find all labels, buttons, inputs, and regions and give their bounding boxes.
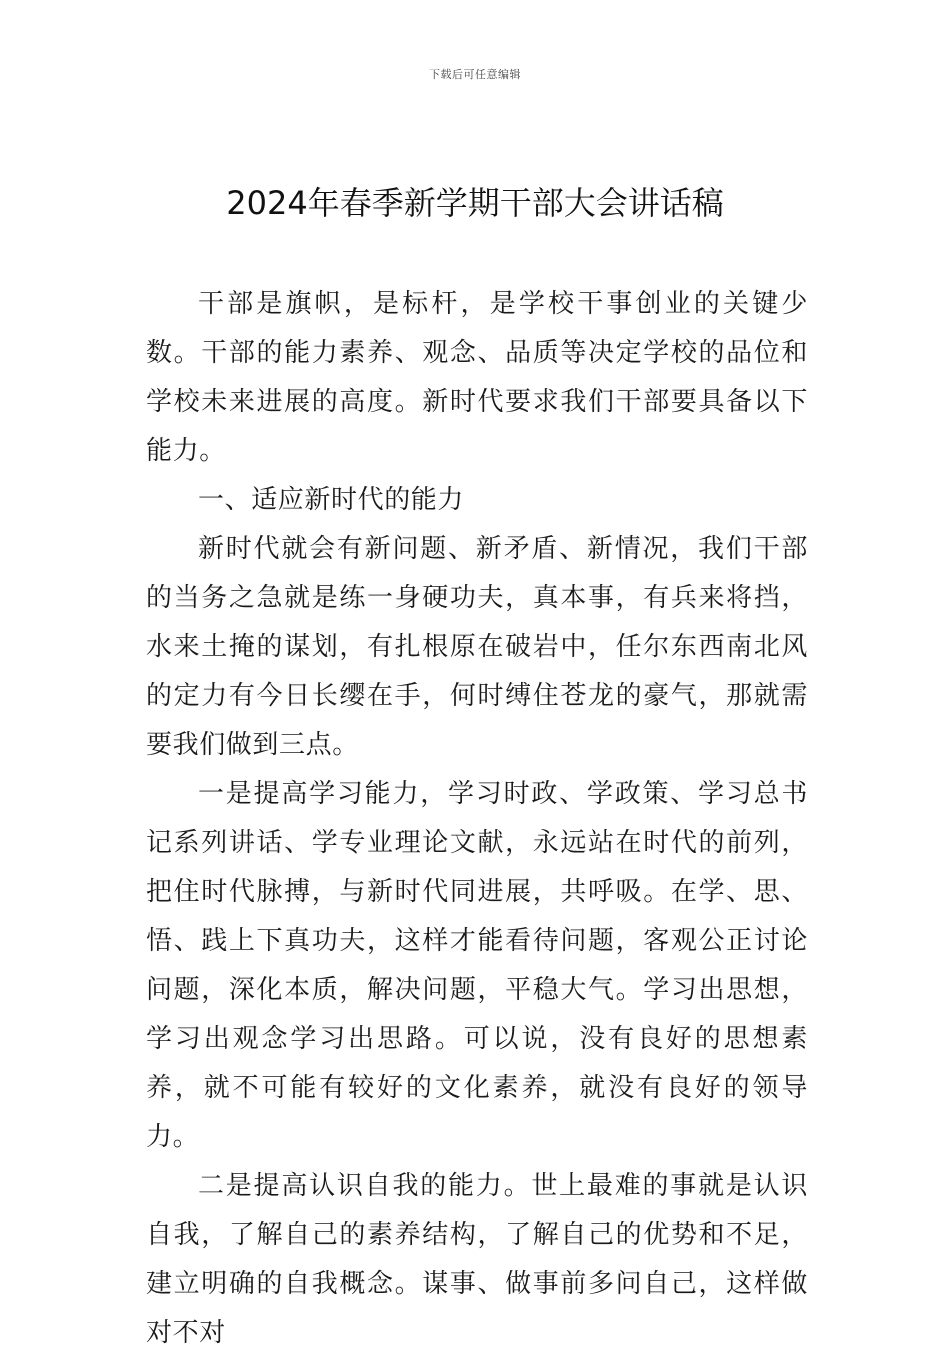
document-body [146,280,808,1358]
section-heading-1: 一、适应新时代的能力 [198,485,465,515]
paragraph-point-two: 二是提高认识自我的能力。世上最难的事就是认识自我，了解自己的素养结构，了解自己的优势和不足，建立明确的自我概念。谋事、做事前多问自己，这样做对不对 [146,1171,808,1348]
paragraph-new-era: 新时代就会有新问题、新矛盾、新情况，我们干部的当务之急就是练一身硬功夫，真本事，有兵来将挡，水来土掩的谋划，有扎根原在破岩中，任尔东西南北风的定力有今日长缨在手，何时缚住苍龙的豪气，那就需要我们做到三点。 [146,534,808,760]
header-note: 下载后可任意编辑 [429,68,521,81]
paragraph-point-one: 一是提高学习能力，学习时政、学政策、学习总书记系列讲话、学专业理论文献，永远站在时代的前列，把住时代脉搏，与新时代同进展，共呼吸。在学、思、悟、践上下真功夫，这样才能看待问题，客观公正讨论问题，深化本质，解决问题，平稳大气。学习出思想，学习出观念学习出思路。可以说，没有良好的思想素养，就不可能有较好的文化素养，就没有良好的领导力。 [146,779,808,1152]
document-title: 2024年春季新学期干部大会讲话稿 [226,184,724,222]
paragraph-intro: 干部是旗帜，是标杆，是学校干事创业的关键少数。干部的能力素养、观念、品质等决定学校的品位和学校未来进展的高度。新时代要求我们干部要具备以下能力。 [146,289,808,466]
